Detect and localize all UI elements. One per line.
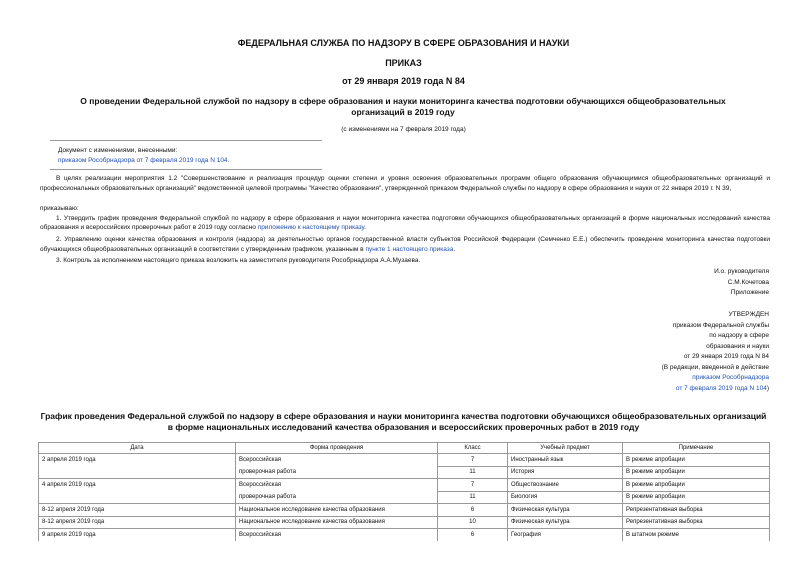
divider-top <box>50 140 322 141</box>
cell-note: В режиме апробации <box>623 454 770 467</box>
cell-form: Всероссийская <box>236 529 438 541</box>
order-item-1-text: 1. Утвердить график проведения Федеральной службой по надзору в сфере образования и науки мониторинга качества подготовки обучающихся общеобразовательных организаций в форме национальных исследований качества образования и всероссийских проверочных работ в 2019 году согласно <box>40 214 770 231</box>
cell-subject: Биология <box>508 491 623 504</box>
cell-subject: Физическая культура <box>508 504 623 517</box>
header-grade: Класс <box>438 443 508 454</box>
table-row <box>39 454 770 467</box>
approval-block <box>662 310 769 394</box>
order-item-2-text: 2. Управлению оценки качества образования и контроля (надзора) за деятельностью органов государственной власти субъектов Российской Федерации (Семченко Е.Е.) обеспечить проведение мониторинга качества подготовки обучающихся общеобразовательных организаций в соответствии с утвержденным графиком, указанным в <box>40 236 770 253</box>
cell-note: В штатном режиме <box>623 529 770 541</box>
cell-subject: Обществознание <box>508 479 623 492</box>
cell-subject: История <box>508 466 623 479</box>
schedule-title: График проведения Федеральной службой по надзору в сфере образования и науки мониторинга качества подготовки обучающихся общеобразовательных организаций в форме национальных исследований качества образования и всероссийских проверочных работ в 2019 году <box>40 411 767 432</box>
cell-note: В режиме апробации <box>623 479 770 492</box>
appendix-label: Приложение <box>730 289 769 296</box>
approval-line-1: приказом Федеральной службы <box>672 321 769 329</box>
document-type: ПРИКАЗ <box>385 58 422 68</box>
cell-grade: 7 <box>438 454 508 467</box>
cell-form: Национальное исследование качества образования <box>236 516 438 529</box>
table-row <box>39 516 770 529</box>
order-item-2-end: . <box>453 245 456 253</box>
cell-note: В режиме апробации <box>623 466 770 479</box>
cell-form: проверочная работа <box>236 466 438 479</box>
approval-line-3: образования и науки <box>706 342 769 350</box>
cell-note: Репрезентативная выборка <box>623 504 770 517</box>
table-row <box>39 491 770 504</box>
cell-form: Национальное исследование качества образования <box>236 504 438 517</box>
amendment-order-link-2[interactable]: от 7 февраля 2019 года N 104 <box>675 384 767 392</box>
order-item-1-end: . <box>364 224 366 231</box>
amending-order-link[interactable]: приказом Рособрнадзора от 7 февраля 2019 года N 104. <box>58 157 230 164</box>
header-subject: Учебный предмет <box>508 443 623 454</box>
order-item-3: 3. Контроль за исполнением настоящего приказа возложить на заместителя руководителя Рособрнадзора А.А.Музаева. <box>56 257 421 264</box>
cell-grade: 11 <box>438 466 508 479</box>
header-form: Форма проведения <box>236 443 438 454</box>
cell-form: проверочная работа <box>236 491 438 504</box>
changes-note-label: Документ с изменениями, внесенными: <box>58 147 178 154</box>
cell-date: 2 апреля 2019 года <box>39 454 236 467</box>
preamble-paragraph: В целях реализации мероприятия 1.2 "Совершенствование и реализация процедур оценки степени и уровня освоения образовательных программ общего образования обучающимися общеобразовательных организаций и профессиональных образовательных организаций" ведомственной целевой программы "Качество образования", утвержденной приказом Федеральной службы по надзору в сфере образования и науки от 22 января 2019 г. N 39, <box>40 175 770 192</box>
cell-date: 9 апреля 2019 года <box>39 529 236 541</box>
header-note: Примечание <box>623 443 770 454</box>
table-header-row <box>39 443 770 454</box>
table-row <box>39 529 770 541</box>
cell-date: 8-12 апреля 2019 года <box>39 516 236 529</box>
cell-subject: Иностранный язык <box>508 454 623 467</box>
clause-1-link[interactable]: пункте 1 настоящего приказа <box>365 245 454 253</box>
signatory-name: С.М.Кочетова <box>727 278 769 286</box>
approval-line-5: (В редакции, введенной в действие <box>661 363 769 371</box>
signatory-role: И.о. руководителя <box>714 268 769 275</box>
header-date: Дата <box>39 443 236 454</box>
cell-date <box>39 491 236 504</box>
order-item-1 <box>40 214 770 233</box>
cell-note: Репрезентативная выборка <box>623 516 770 529</box>
agency-name: ФЕДЕРАЛЬНАЯ СЛУЖБА ПО НАДЗОРУ В СФЕРЕ ОБРАЗОВАНИЯ И НАУКИ <box>237 38 570 48</box>
cell-date: 8-12 апреля 2019 года <box>39 504 236 517</box>
table-row <box>39 504 770 517</box>
orders-word: приказываю: <box>40 204 79 212</box>
cell-date <box>39 466 236 479</box>
order-title: О проведении Федеральной службой по надзору в сфере образования и науки мониторинга качества подготовки обучающихся общеобразовательных организаций в 2019 году <box>80 96 726 117</box>
schedule-table <box>38 442 770 541</box>
divider-bottom <box>50 169 322 170</box>
cell-date: 4 апреля 2019 года <box>39 479 236 492</box>
approval-line-4: от 29 января 2019 года N 84 <box>683 353 769 360</box>
cell-subject: География <box>508 529 623 541</box>
cell-grade: 11 <box>438 491 508 504</box>
cell-grade: 10 <box>438 516 508 529</box>
cell-note: В режиме апробации <box>623 491 770 504</box>
order-date-number: от 29 января 2019 года N 84 <box>342 76 465 86</box>
cell-subject: Физическая культура <box>508 516 623 529</box>
revision-note: (с изменениями на 7 февраля 2019 года) <box>341 126 466 133</box>
table-row <box>39 466 770 479</box>
approval-close-paren: ) <box>766 384 769 392</box>
order-item-2 <box>40 235 770 254</box>
appendix-link[interactable]: приложению к настоящему приказу <box>257 224 365 231</box>
cell-form: Всероссийская <box>236 479 438 492</box>
amendment-order-link-1[interactable]: приказом Рособрнадзора <box>692 374 769 381</box>
approval-line-2: по надзору в сфере <box>709 332 769 339</box>
signature-block <box>714 267 769 299</box>
cell-form: Всероссийская <box>236 454 438 467</box>
cell-grade: 6 <box>438 504 508 517</box>
table-row <box>39 479 770 492</box>
approved-label: УТВЕРЖДЕН <box>728 311 769 318</box>
cell-grade: 7 <box>438 479 508 492</box>
cell-grade: 6 <box>438 529 508 541</box>
changes-note <box>58 146 229 166</box>
